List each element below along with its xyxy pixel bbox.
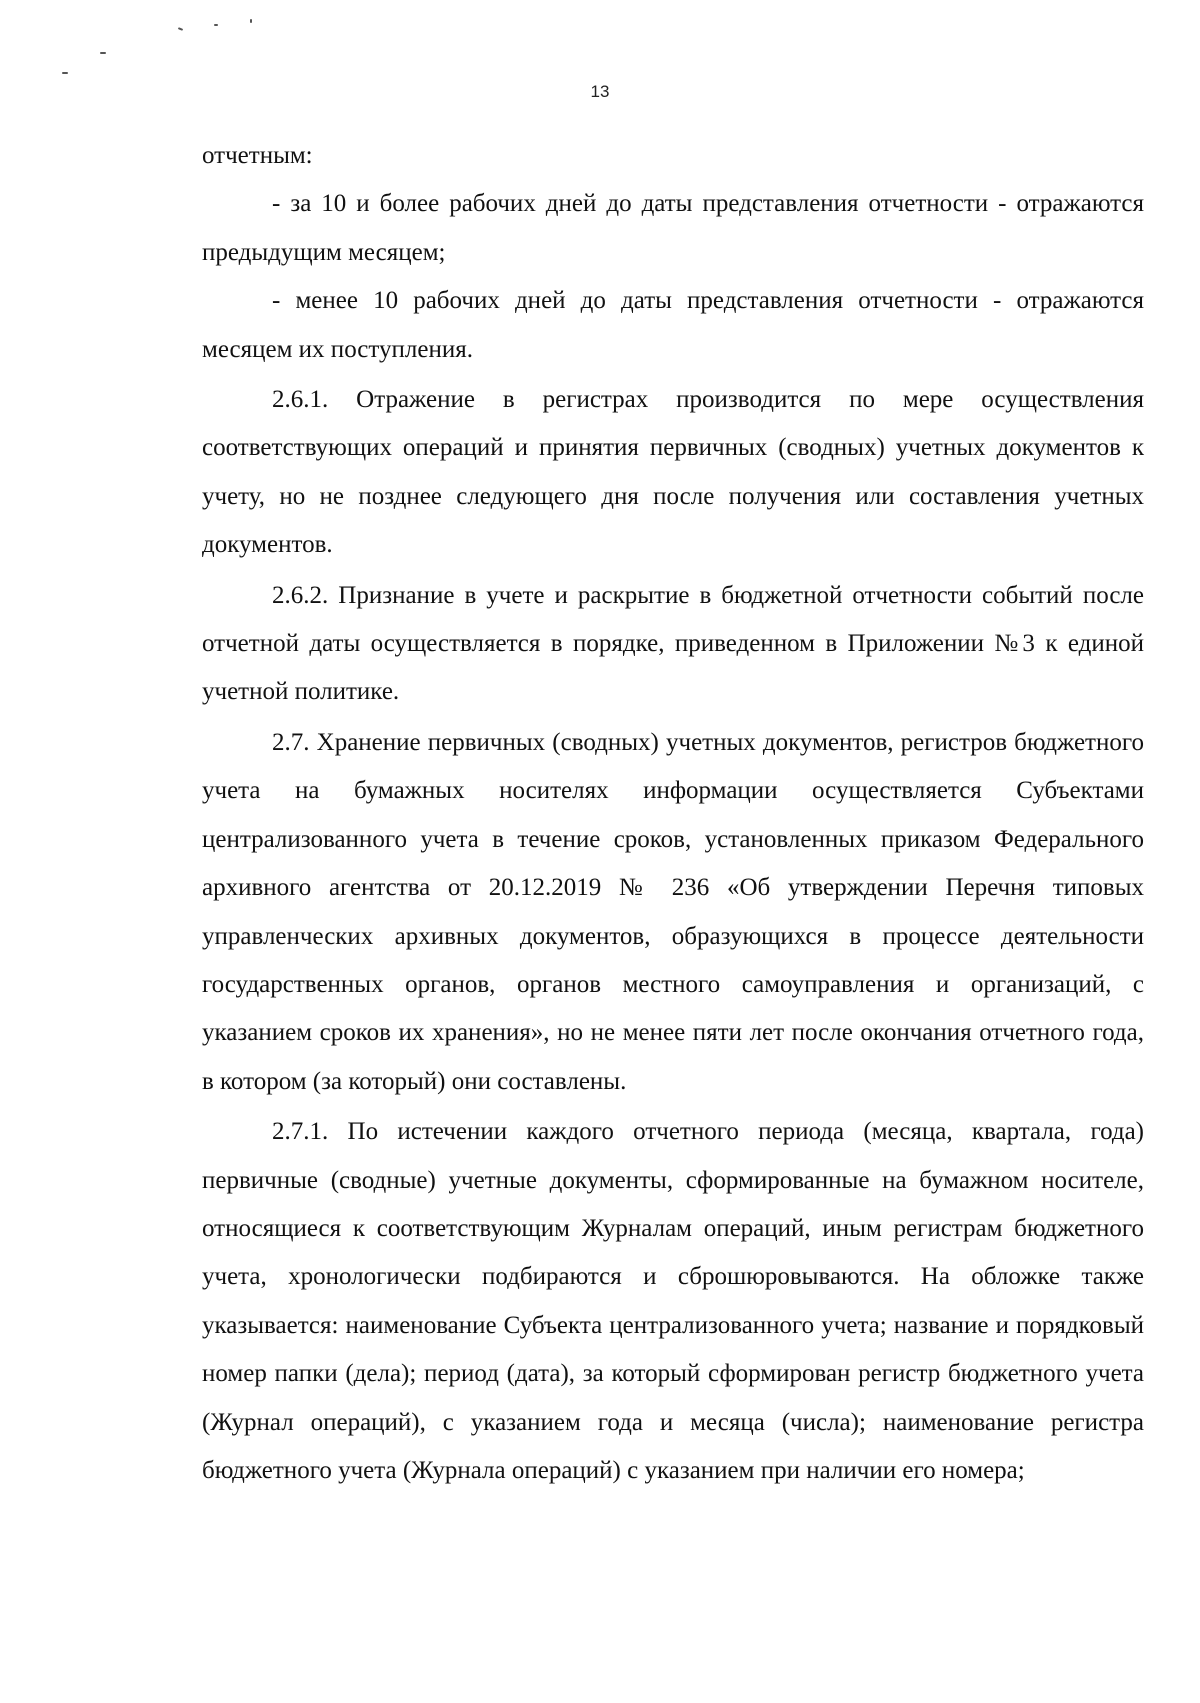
paragraph-2-7: 2.7. Хранение первичных (сводных) учетных документов, регистров бюджетного учета на бумажных носителях информации осуществляется Субъектами централизованного учета в течение сроков, установленных приказом Федерального архивного агентства от 20.12.2019 № 236 «Об утверждении Перечня типовых управленческих архивных документов, образующихся в процессе деятельности государственных органов, органов местного самоуправления и организаций, с указанием сроков их хранения», но не менее пяти лет после окончания отчетного года, в котором (за который) они составлены.	[202, 728, 1144, 1095]
scan-speck	[250, 19, 252, 23]
list-item-less-than-10-days: - менее 10 рабочих дней до даты представления отчетности - отражаются месяцем их поступления.	[202, 287, 1144, 363]
paragraph-2-6-2: 2.6.2. Признание в учете и раскрытие в бюджетной отчетности событий после отчетной даты осуществляется в порядке, приведенном в Приложении №3 к единой учетной политике.	[202, 581, 1144, 706]
scan-speck	[214, 24, 218, 26]
list-item-10-or-more-days: - за 10 и более рабочих дней до даты представления отчетности - отражаются предыдущим месяцем;	[202, 190, 1144, 266]
paragraph-continuation: отчетным:	[202, 142, 313, 169]
document-body	[202, 132, 1144, 1495]
paragraph-2-6-1: 2.6.1. Отражение в регистрах производится по мере осуществления соответствующих операций и принятия первичных (сводных) учетных документов к учету, но не позднее следующего дня после получения или составления учетных документов.	[202, 386, 1144, 559]
page-number: 13	[590, 82, 610, 101]
scan-speck	[100, 52, 106, 54]
scan-speck	[178, 27, 183, 31]
paragraph-2-7-1: 2.7.1. По истечении каждого отчетного периода (месяца, квартала, года) первичные (сводные) учетные документы, сформированные на бумажном носителе, относящиеся к соответствующим Журналам операций, иным регистрам бюджетного учета, хронологически подбираются и сброшюровываются. На обложке также указывается: наименование Субъекта централизованного учета; название и порядковый номер папки (дела); период (дата), за который сформирован регистр бюджетного учета (Журнал операций), с указанием года и месяца (числа); наименование регистра бюджетного учета (Журнала операций) с указанием при наличии его номера;	[202, 1118, 1144, 1484]
scan-speck	[62, 72, 68, 74]
